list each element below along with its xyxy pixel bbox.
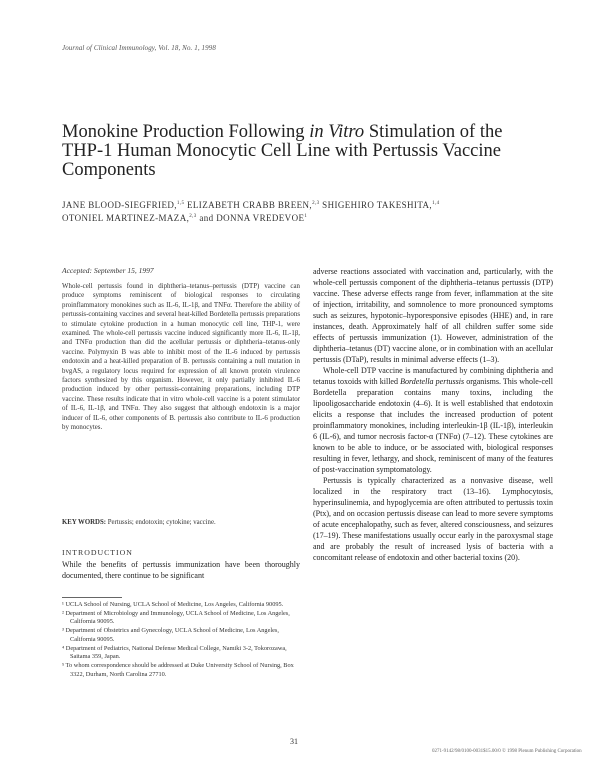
introduction-text: While the benefits of pertussis immunization have been thoroughly documented, there continue to be significant	[62, 560, 300, 580]
page-number: 31	[290, 737, 298, 746]
abstract-text: Whole-cell pertussis found in diphtheria–tetanus–pertussis (DTP) vaccine can produce symptoms reminiscent of biological responses to circulating proinflammatory monokines such as IL-6, IL-1β, and TNFα. Therefore the ability of pertussis-containing vaccines and several heat-killed Bordetella pertussis preparations to stimulate cytokine production in a human monocytic cell line, THP-1, were examined. The whole-cell pertussis vaccine induced significantly more IL-6, IL-1β, and TNFα production than did the acellular pertussis or diphtheria–tetanus-only vaccine. Polymyxin B was able to inhibit most of the IL-6 induced by pertussis endotoxin and a heat-killed preparation of B. pertussis containing a null mutation in bvgAS, a regulatory locus required for expression of all known protein virulence factors synthesized by this organism. However, it only partially inhibited IL-6 production induced by other pertussis-containing preparations, including DTP vaccine. These results indicate that in vitro whole-cell vaccine is a potent stimulator of IL-6, IL-1β, and TNFα. They also suggest that although endotoxin is a major inducer of IL-6, other components of B. pertussis also contribute to IL-6 production by monocytes.	[62, 283, 300, 432]
title-part-1: Monokine Production Following	[62, 122, 310, 142]
footnote-1: ¹ UCLA School of Nursing, UCLA School of Medicine, Los Angeles, California 90095.	[62, 601, 284, 608]
author-1: JANE BLOOD-SIEGFRIED,	[62, 200, 177, 210]
article-title	[62, 123, 532, 180]
footnote-5: ⁵ To whom correspondence should be addressed at Duke University School of Nursing, Box 3322, Durham, North Carolina 27710.	[62, 661, 294, 678]
body-paragraph-3: Pertussis is typically characterized as a nonvasive disease, well localized in the respiratory tract (13–16). Lymphocytosis, hyperinsulinemia, and hypoglycemia are often attributed to pertussis toxin (Ptx), and on occasion pertussis disease can lead to more severe symptoms of acute encephalopathy, such as fever, altered consciousness, and seizures (17–19). These manifestations usually occur early in the paroxysmal stage and are probably the result of increased lysis of bacteria with a concomitant release of endotoxin and other bacterial toxins (20).	[313, 476, 553, 562]
author-5-affiliation: 1	[304, 214, 308, 219]
author-3: SHIGEHIRO TAKESHITA,	[319, 200, 433, 210]
keywords-label: KEY WORDS:	[62, 519, 106, 526]
author-3-affiliation: 1,4	[432, 201, 440, 206]
copyright-line: 0271-9142/98/0100-0031$15.00/0 © 1998 Plenum Publishing Corporation	[432, 749, 582, 754]
author-5: and DONNA VREDEVOE	[196, 213, 305, 223]
body-paragraph-2-italic: Bordetella pertussis	[400, 377, 465, 386]
author-2-affiliation: 2,3	[312, 201, 320, 206]
journal-header: Journal of Clinical Immunology, Vol. 18, No. 1, 1998	[62, 44, 216, 52]
body-paragraph-2-start: Whole-cell DTP vaccine is manufactured by combining diphtheria and tetanus toxoids with killed	[313, 366, 553, 386]
body-paragraph-1: adverse reactions associated with vaccination and, particularly, with the whole-cell pertussis component of the diphtheria–tetanus pertussis (DTP) vaccine. These adverse effects range from fever, inflammation at the site of injection, irritability, and somnolence to more pronounced symptoms such as seizures, hypotonic–hyporesponsive episodes (HHE) and, in rare instances, death. Approximately half of all children suffer some side effects of pertussis immunization (1). However, administration of the diphtheria–tetanus (DT) vaccine alone, or in combination with an acellular pertussis (DTaP), results in minimal adverse effects (1–3).	[313, 267, 553, 364]
keywords-text: Pertussis; endotoxin; cytokine; vaccine.	[106, 519, 216, 526]
footnote-4: ⁴ Department of Pediatrics, National Defense Medical College, Namiki 3-2, Tokorozawa, Saitama 359, Japan.	[62, 644, 287, 661]
author-2: ELIZABETH CRABB BREEN,	[184, 200, 313, 210]
right-column	[313, 266, 553, 563]
section-heading-introduction: INTRODUCTION	[62, 548, 133, 557]
footnote-2: ² Department of Microbiology and Immunology, UCLA School of Medicine, Los Angeles, California 90095.	[62, 609, 290, 626]
title-part-2-italic: in Vitro	[309, 122, 365, 142]
keywords	[62, 519, 300, 526]
author-list	[62, 198, 552, 224]
body-paragraph-2-end: organisms. This whole-cell Bordetella preparation contains many toxins, including the lipooligosaccharide endotoxin (4–6). It is well established that endotoxin elicits a response that includes the increased production of potent proinflammatory monokines, including interleukin-1β (IL-1β), interleukin 6 (IL-6), and tumor necrosis factor-α (TNFα) (7–12). These cytokines are known to be able to induce, or be associated with, biological responses resulting in fever, lethargy, and shock, reminiscent of many of the features of post-vaccination symptomatology.	[313, 377, 553, 474]
author-4-affiliation: 2,3	[189, 214, 197, 219]
body-paragraph-2	[313, 365, 553, 475]
title-part-3: Stimulation of the THP-1 Human Monocytic Cell Line with Pertussis Vaccine Components	[62, 122, 503, 180]
footnote-divider	[62, 597, 122, 598]
footnotes	[62, 601, 300, 679]
author-4: OTONIEL MARTINEZ-MAZA,	[62, 213, 190, 223]
accepted-date: Accepted: September 15, 1997	[62, 266, 154, 275]
footnote-3: ³ Department of Obstetrics and Gynecology, UCLA School of Medicine, Los Angeles, California 90095.	[62, 627, 279, 643]
author-1-affiliation: 1,5	[176, 201, 185, 206]
